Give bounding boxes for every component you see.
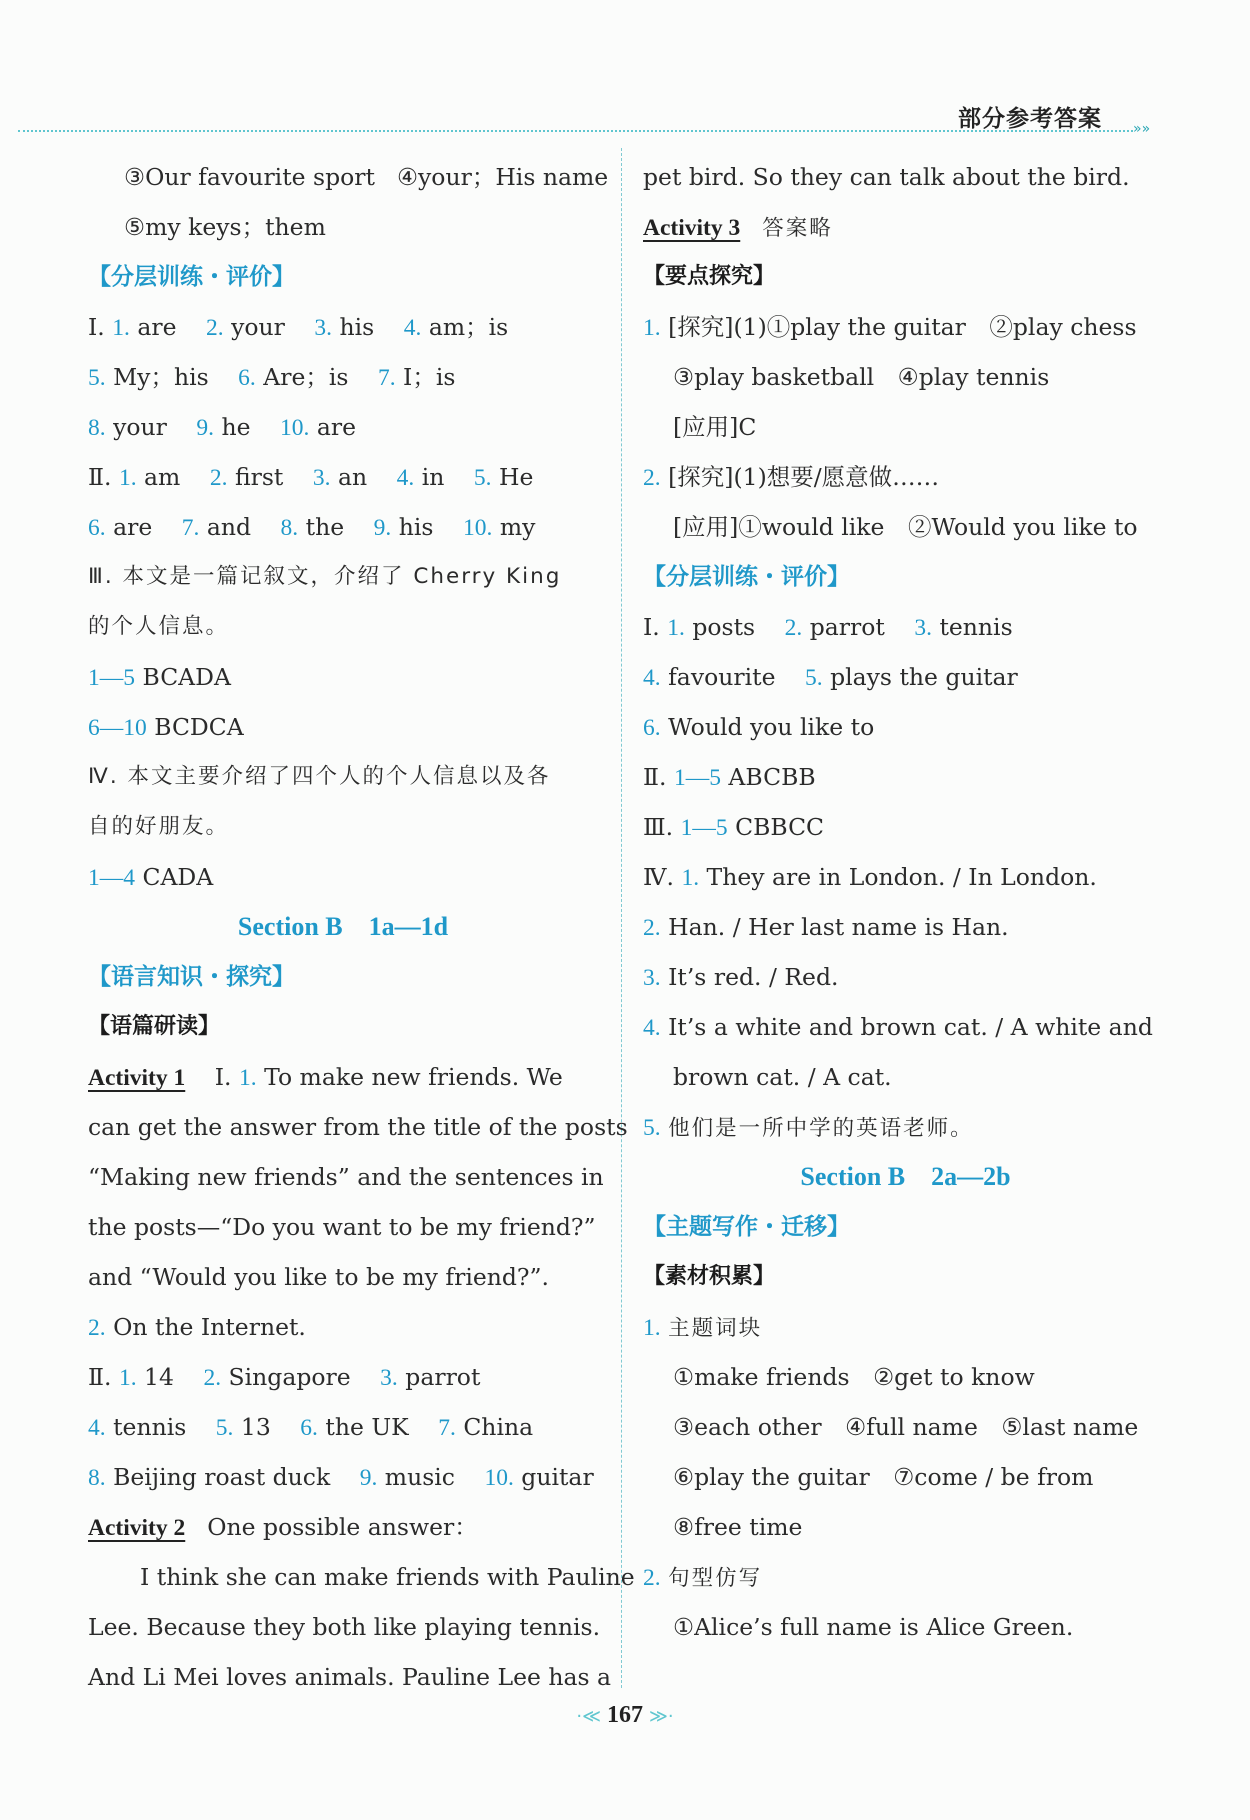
answer-line: ⑤my keys；them bbox=[124, 213, 326, 241]
answer-line: Activity 3 答案略 bbox=[643, 215, 833, 241]
answer-line: 8. Beijing roast duck 9. music 10. guitar bbox=[88, 1463, 594, 1491]
passage-summary: 自的好朋友。 bbox=[88, 814, 230, 839]
answer-line: 3. It’s red. / Red. bbox=[643, 963, 839, 991]
answer-line: [应用]①would like ②Would you like to bbox=[673, 513, 1138, 541]
answer-line: 1—5 BCADA bbox=[88, 663, 231, 691]
answer-line: [应用]C bbox=[673, 413, 757, 441]
answer-line: and “Would you like to be my friend?”. bbox=[88, 1263, 550, 1291]
answer-line: can get the answer from the title of the posts bbox=[88, 1113, 628, 1141]
answer-line: 4. It’s a white and brown cat. / A white and bbox=[643, 1013, 1153, 1041]
section-heading-language-knowledge: 【语言知识・探究】 bbox=[88, 964, 295, 990]
subsection-heading: 【要点探究】 bbox=[643, 264, 776, 289]
answer-line: 1. [探究](1)①play the guitar ②play chess bbox=[643, 313, 1137, 341]
answer-line: 6—10 BCDCA bbox=[88, 713, 244, 741]
page-number-text: 167 bbox=[607, 1702, 643, 1728]
header-arrow-icon: »» bbox=[1133, 121, 1151, 137]
answer-line: 8. your 9. he 10. are bbox=[88, 413, 357, 441]
page-number bbox=[0, 1702, 1250, 1729]
answer-line: ③each other ④full name ⑤last name bbox=[673, 1413, 1139, 1441]
header-rule bbox=[18, 130, 1133, 132]
column-divider bbox=[621, 148, 622, 1688]
answer-line: Ⅰ. 1. posts 2. parrot 3. tennis bbox=[643, 613, 1013, 641]
section-title: Section B 2a—2b bbox=[800, 1162, 1011, 1191]
left-column bbox=[88, 152, 635, 1702]
answer-line: Ⅱ. 1—5 ABCBB bbox=[643, 763, 816, 791]
subsection-heading: 【语篇研读】 bbox=[88, 1014, 221, 1039]
answer-line: “Making new friends” and the sentences in bbox=[88, 1163, 604, 1191]
answer-line: Lee. Because they both like playing tennis. bbox=[88, 1613, 601, 1641]
section-heading-layered-training: 【分层训练・评价】 bbox=[643, 564, 850, 590]
section-heading-layered-training: 【分层训练・评价】 bbox=[88, 264, 295, 290]
section-title: Section B 1a—1d bbox=[237, 912, 449, 941]
answer-line: ③play basketball ④play tennis bbox=[673, 363, 1050, 391]
answer-line: Ⅰ. 1. are 2. your 3. his 4. am；is bbox=[88, 313, 509, 341]
footer-ornament-right: ≫· bbox=[649, 1706, 674, 1727]
answer-line: Ⅱ. 1. 14 2. Singapore 3. parrot bbox=[88, 1363, 481, 1391]
answer-line: ①Alice’s full name is Alice Green. bbox=[673, 1613, 1074, 1641]
footer-ornament-left: ·≪ bbox=[576, 1706, 601, 1727]
answer-line: 2. On the Internet. bbox=[88, 1313, 306, 1341]
subsection-heading: 【素材积累】 bbox=[643, 1264, 776, 1289]
answer-line: ③Our favourite sport ④your；His name bbox=[124, 163, 609, 191]
answer-line: Ⅳ. 1. They are in London. / In London. bbox=[643, 863, 1097, 891]
passage-summary: 的个人信息。 bbox=[88, 614, 230, 639]
passage-summary: Ⅳ. 本文主要介绍了四个人的个人信息以及各 bbox=[88, 764, 551, 789]
answer-line: And Li Mei loves animals. Pauline Lee has a bbox=[88, 1663, 612, 1691]
answer-line: brown cat. / A cat. bbox=[673, 1063, 892, 1091]
right-column bbox=[643, 152, 1168, 1652]
answer-line: 2. 句型仿写 bbox=[643, 1565, 763, 1591]
answer-line: ①make friends ②get to know bbox=[673, 1363, 1035, 1391]
answer-line: 5. My；his 6. Are；is 7. I；is bbox=[88, 363, 456, 391]
answer-line: I think she can make friends with Pauline bbox=[140, 1563, 635, 1591]
answer-line: ⑧free time bbox=[673, 1513, 803, 1541]
answer-line: 4. tennis 5. 13 6. the UK 7. China bbox=[88, 1413, 534, 1441]
answer-line: ⑥play the guitar ⑦come / be from bbox=[673, 1463, 1094, 1491]
answer-line: pet bird. So they can talk about the bird. bbox=[643, 163, 1130, 191]
answer-line: 2. Han. / Her last name is Han. bbox=[643, 913, 1009, 941]
answer-line: 4. favourite 5. plays the guitar bbox=[643, 663, 1018, 691]
answer-line: 1. 主题词块 bbox=[643, 1315, 763, 1341]
answer-line: 6. are 7. and 8. the 9. his 10. my bbox=[88, 513, 536, 541]
answer-line: Ⅲ. 1—5 CBBCC bbox=[643, 813, 825, 841]
answer-line: Activity 2 One possible answer： bbox=[88, 1513, 478, 1541]
answer-line: Ⅱ. 1. am 2. first 3. an 4. in 5. He bbox=[88, 463, 534, 491]
answer-line: 5. 他们是一所中学的英语老师。 bbox=[643, 1115, 974, 1141]
answer-line: the posts—“Do you want to be my friend?” bbox=[88, 1213, 596, 1241]
answer-line: 2. [探究](1)想要/愿意做…… bbox=[643, 463, 940, 491]
answer-line: Activity 1 Ⅰ. 1. To make new friends. We bbox=[88, 1063, 563, 1091]
page-header-title: 部分参考答案 bbox=[958, 106, 1102, 132]
section-heading-theme-writing: 【主题写作・迁移】 bbox=[643, 1214, 850, 1240]
passage-summary: Ⅲ. 本文是一篇记叙文，介绍了 Cherry King bbox=[88, 564, 562, 589]
answer-line: 6. Would you like to bbox=[643, 713, 875, 741]
answer-line: 1—4 CADA bbox=[88, 863, 214, 891]
